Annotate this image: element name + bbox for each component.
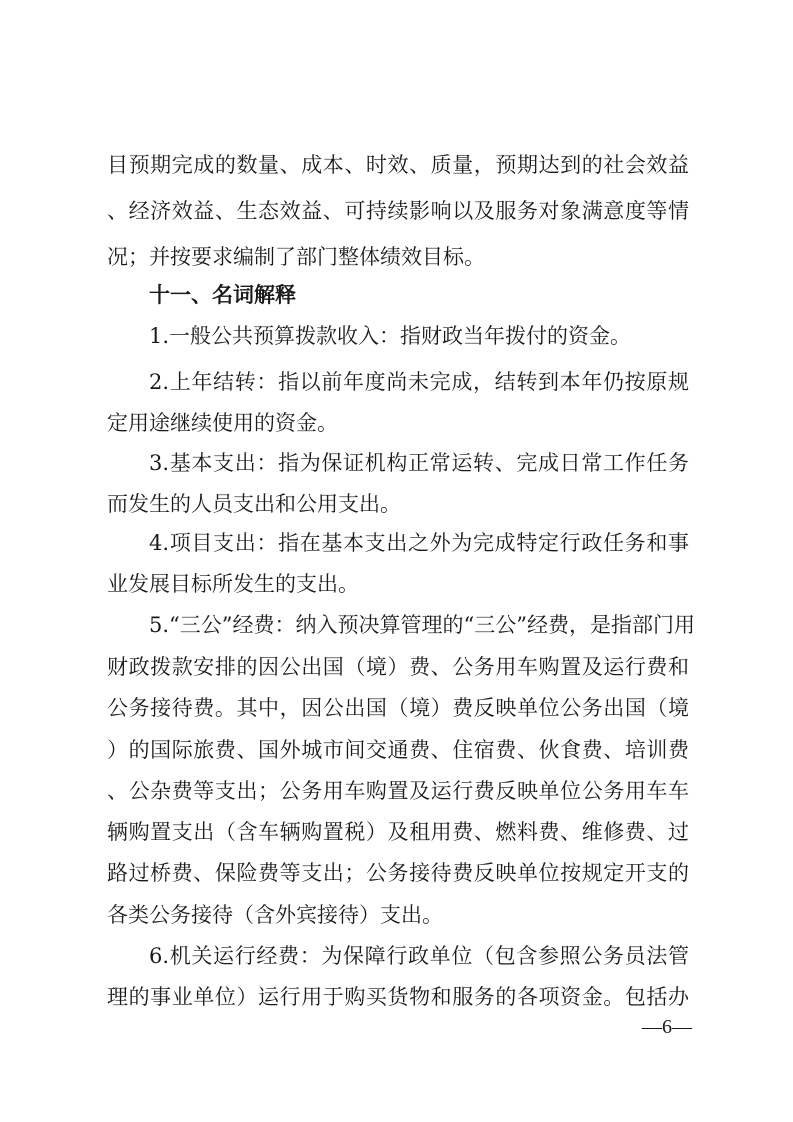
definition-5-line-8: 各类公务接待（含外宾接待）支出。 xyxy=(107,903,443,927)
definition-5-line-7: 路过桥费、保险费等支出；公务接待费反映单位按规定开支的 xyxy=(107,861,689,885)
paragraph-line-3: 况；并按要求编制了部门整体绩效目标。 xyxy=(107,245,485,269)
definition-3-line-1: 3.基本支出：指为保证机构正常运转、完成日常工作任务 xyxy=(149,451,689,475)
section-heading: 十一、名词解释 xyxy=(149,283,296,307)
definition-5-line-3: 公务接待费。其中，因公出国（境）费反映单位公务出国（境 xyxy=(107,696,689,720)
definition-2-line-1: 2.上年结转：指以前年度尚未完成，结转到本年仍按原规 xyxy=(149,370,689,394)
definition-4-line-2: 业发展目标所发生的支出。 xyxy=(107,572,359,596)
paragraph-line-1: 目预期完成的数量、成本、时效、质量，预期达到的社会效益 xyxy=(107,153,689,177)
definition-1: 1.一般公共预算拨款收入：指财政当年拨付的资金。 xyxy=(149,324,632,348)
page-number: —6— xyxy=(642,1016,692,1038)
definition-5-line-6: 辆购置支出（含车辆购置税）及租用费、燃料费、维修费、过 xyxy=(107,820,689,844)
definition-5-line-4: ）的国际旅费、国外城市间交通费、住宿费、伙食费、培训费 xyxy=(107,738,689,762)
definition-4-line-1: 4.项目支出：指在基本支出之外为完成特定行政任务和事 xyxy=(149,531,689,555)
definition-2-line-2: 定用途继续使用的资金。 xyxy=(107,411,338,435)
definition-6-line-1: 6.机关运行经费：为保障行政单位（包含参照公务员法管 xyxy=(149,944,689,968)
definition-5-line-5: 、公杂费等支出；公务用车购置及运行费反映单位公务用车车 xyxy=(107,779,689,803)
paragraph-line-2: 、经济效益、生态效益、可持续影响以及服务对象满意度等情 xyxy=(107,199,689,223)
definition-3-line-2: 而发生的人员支出和公用支出。 xyxy=(107,492,401,516)
definition-6-line-2: 理的事业单位）运行用于购买货物和服务的各项资金。包括办 xyxy=(107,985,689,1009)
definition-5-line-2: 财政拨款安排的因公出国（境）费、公务用车购置及运行费和 xyxy=(107,655,689,679)
definition-5-line-1: 5.“三公”经费：纳入预决算管理的“三公”经费，是指部门用 xyxy=(149,613,695,637)
